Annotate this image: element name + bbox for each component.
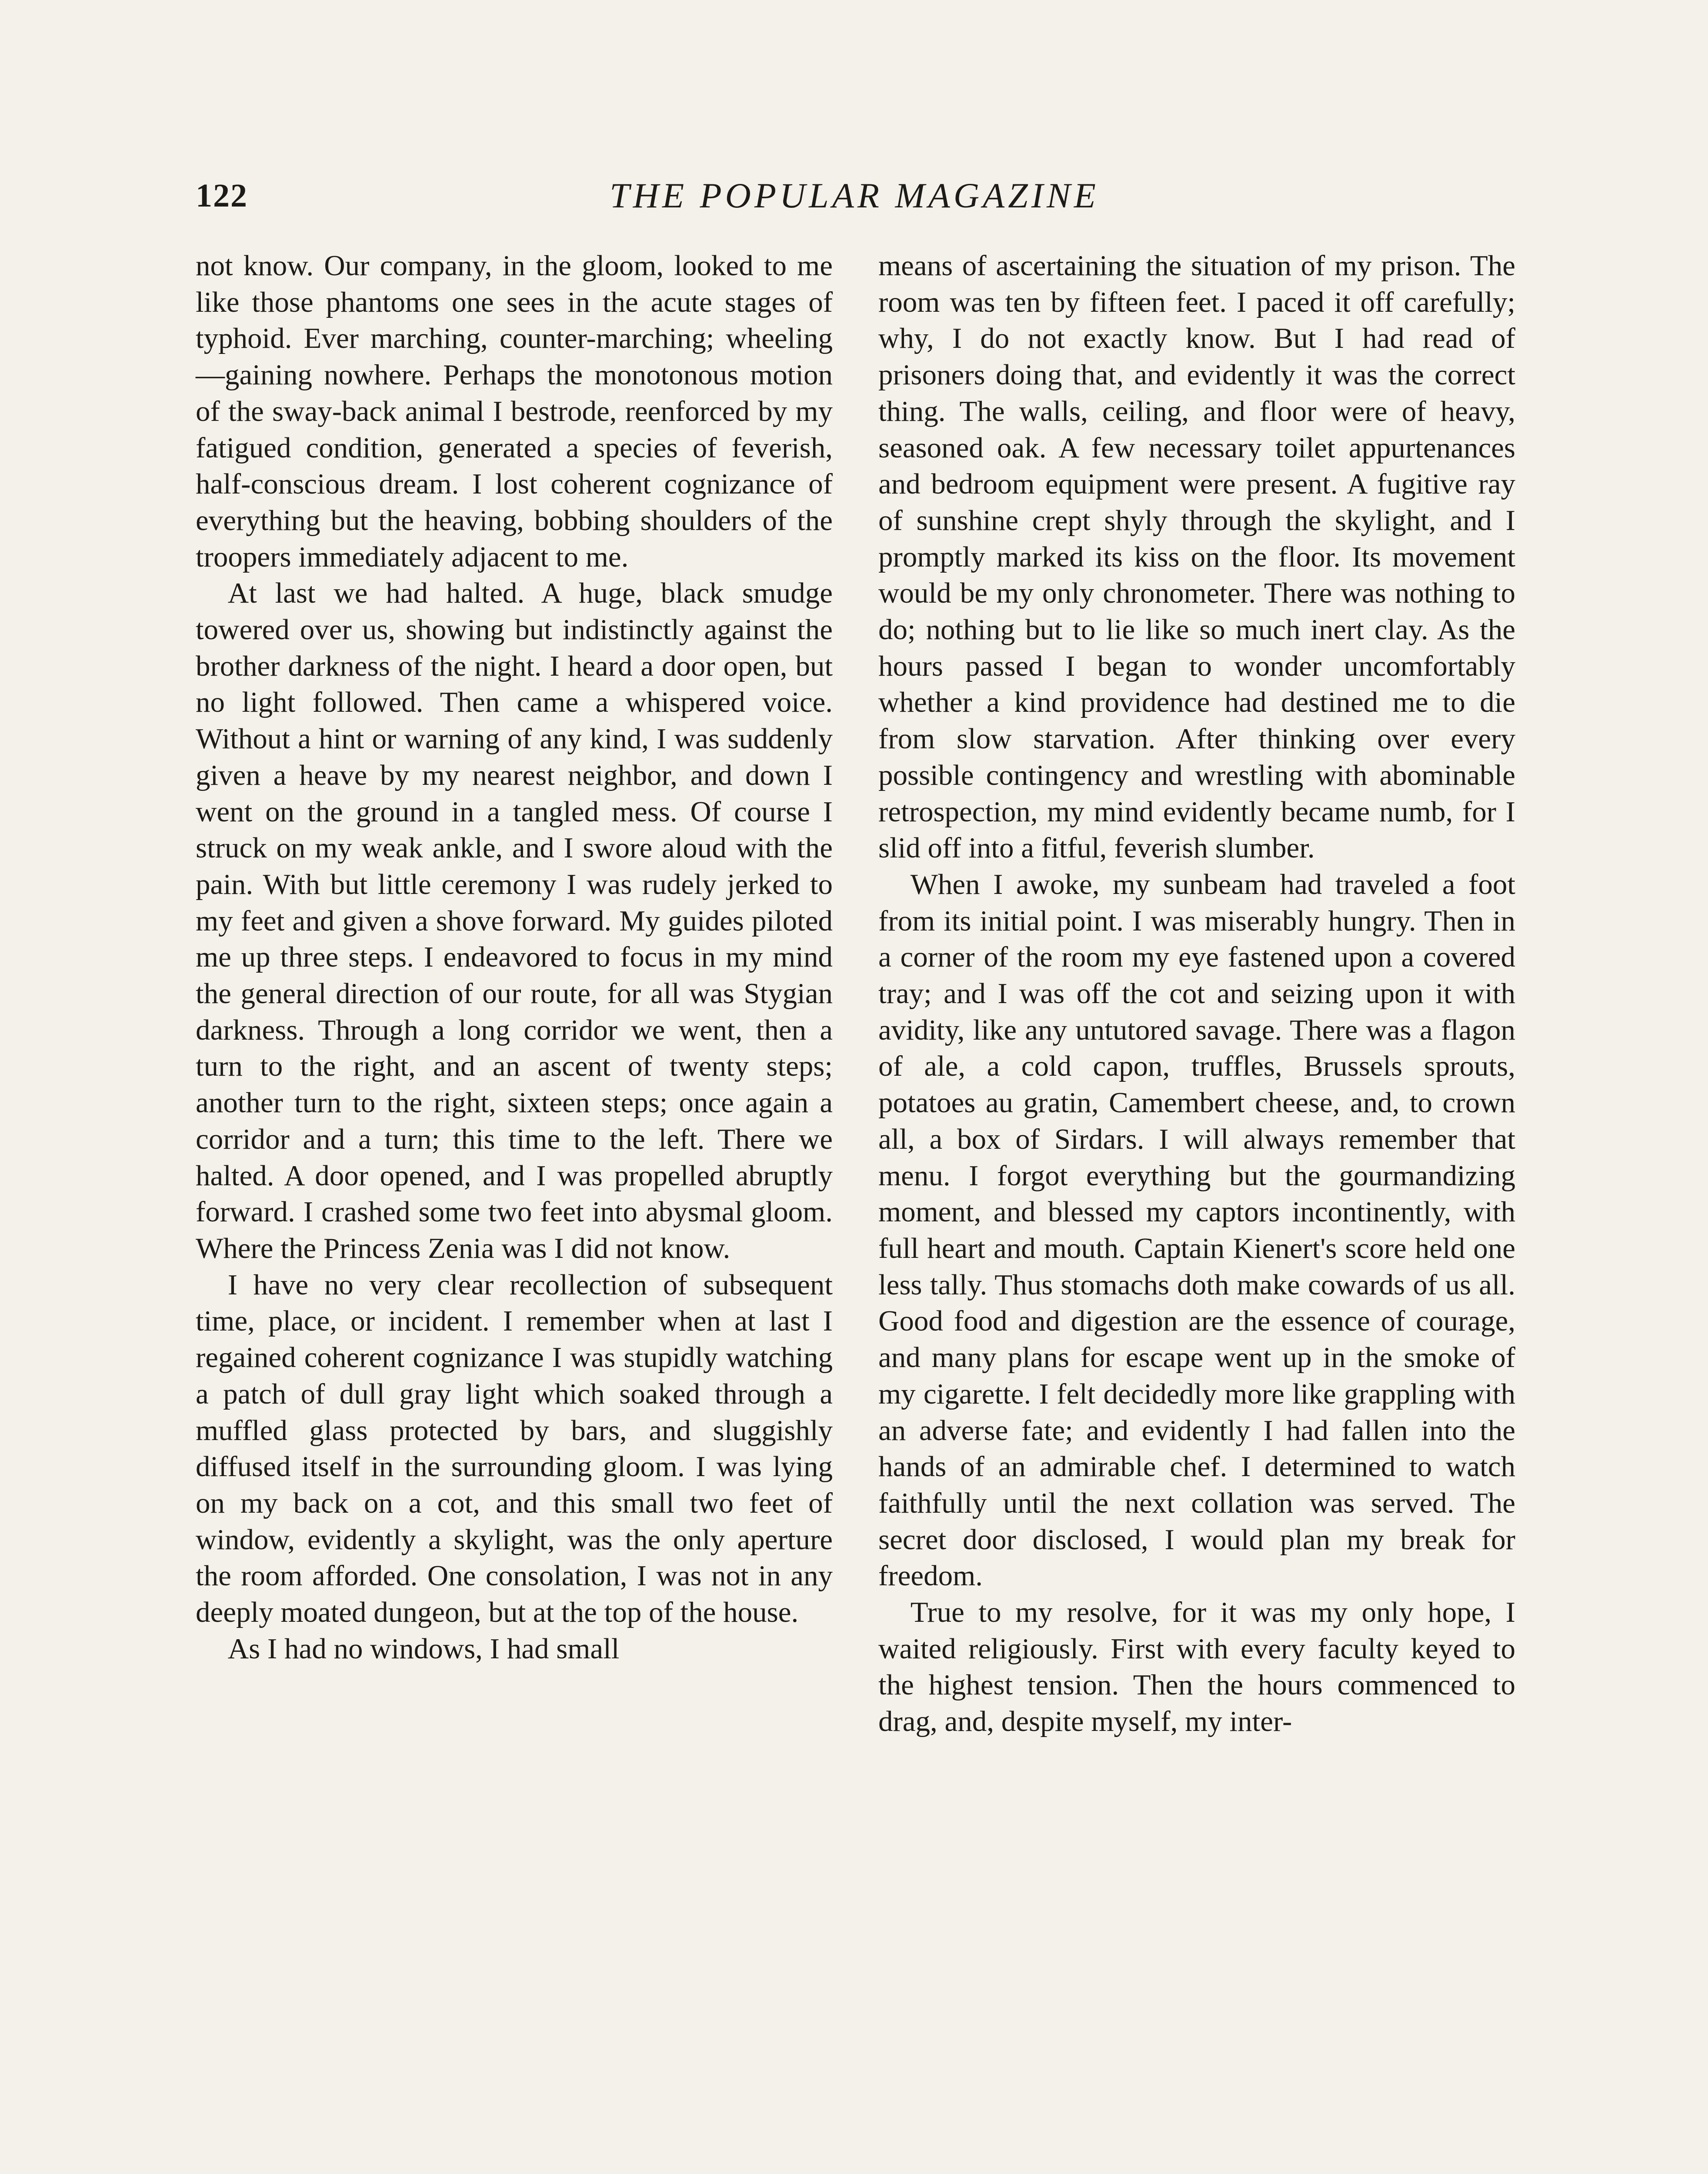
paragraph-continued: means of ascertaining the situation of my prison. The room was ten by fifteen feet. I paced it off carefully; why, I do not exactly know. But I had read of prisoners doing that, and evidently it was the correct thing. The walls, ceiling, and floor were of heavy, seasoned oak. A few necessary toilet appurtenances and bedroom equipment were present. A fugitive ray of sunshine crept shyly through the skylight, and I promptly marked its kiss on the floor. Its movement would be my only chronometer. There was nothing to do; nothing but to lie like so much inert clay. As the hours passed I began to wonder uncomfortably whether a kind providence had destined me to die from slow starvation. After thinking over every possible contingency and wrestling with abominable retrospection, my mind evidently became numb, for I slid off into a fitful, feverish slumber.	[878, 250, 1515, 864]
text-column-right	[878, 248, 1515, 1740]
magazine-title: THE POPULAR MAGAZINE	[610, 176, 1099, 215]
paragraph: I have no very clear recollection of subsequent time, place, or incident. I remember when at last I regained coherent cognizance I was stupidly watching a patch of dull gray light which soaked through a muffled glass protected by bars, and sluggishly diffused itself in the surrounding gloom. I was lying on my back on a cot, and this small two feet of window, evidently a skylight, was the only aperture the room afforded. One consolation, I was not in any deeply moated dungeon, but at the top of the house.	[196, 1268, 833, 1629]
page-header	[196, 167, 1513, 224]
paragraph-continued: not know. Our company, in the gloom, looked to me like those phantoms one sees in the acute stages of typhoid. Ever marching, counter-marching; wheeling—gaining nowhere. Perhaps the monotonous motion of the sway-back animal I bestrode, reenforced by my fatigued condition, generated a species of feverish, half-conscious dream. I lost coherent cognizance of everything but the heaving, bobbing shoulders of the troopers immediately adjacent to me.	[196, 250, 833, 573]
paragraph: At last we had halted. A huge, black smudge towered over us, showing but indistinctly against the brother darkness of the night. I heard a door open, but no light followed. Then came a whispered voice. Without a hint or warning of any kind, I was suddenly given a heave by my nearest neighbor, and down I went on the ground in a tangled mess. Of course I struck on my weak ankle, and I swore aloud with the pain. With but little ceremony I was rudely jerked to my feet and given a shove forward. My guides piloted me up three steps. I endeavored to focus in my mind the general direction of our route, for all was Stygian darkness. Through a long corridor we went, then a turn to the right, and an ascent of twenty steps; another turn to the right, sixteen steps; once again a corridor and a turn; this time to the left. There we halted. A door opened, and I was propelled abruptly forward. I crashed some two feet into abysmal gloom. Where the Princess Zenia was I did not know.	[196, 577, 833, 1264]
paragraph: True to my resolve, for it was my only hope, I waited religiously. First with every faculty keyed to the highest tension. Then the hours commenced to drag, and, despite myself, my inter-	[878, 1596, 1515, 1738]
page-number: 122	[196, 177, 248, 214]
paragraph: When I awoke, my sunbeam had traveled a foot from its initial point. I was miserably hungry. Then in a corner of the room my eye fastened upon a covered tray; and I was off the cot and seizing upon it with avidity, like any untutored savage. There was a flagon of ale, a cold capon, truffles, Brussels sprouts, potatoes au gratin, Camembert cheese, and, to crown all, a box of Sirdars. I will always remember that menu. I forgot everything but the gourmandizing moment, and blessed my captors incontinently, with full heart and mouth. Captain Kienert's score held one less tally. Thus stomachs doth make cowards of us all. Good food and digestion are the essence of courage, and many plans for escape went up in the smoke of my cigarette. I felt decidedly more like grappling with an adverse fate; and evidently I had fallen into the hands of an admirable chef. I determined to watch faithfully until the next collation was served. The secret door disclosed, I would plan my break for freedom.	[878, 868, 1515, 1592]
paragraph: As I had no windows, I had small	[227, 1632, 620, 1665]
text-column-left	[196, 248, 833, 1667]
